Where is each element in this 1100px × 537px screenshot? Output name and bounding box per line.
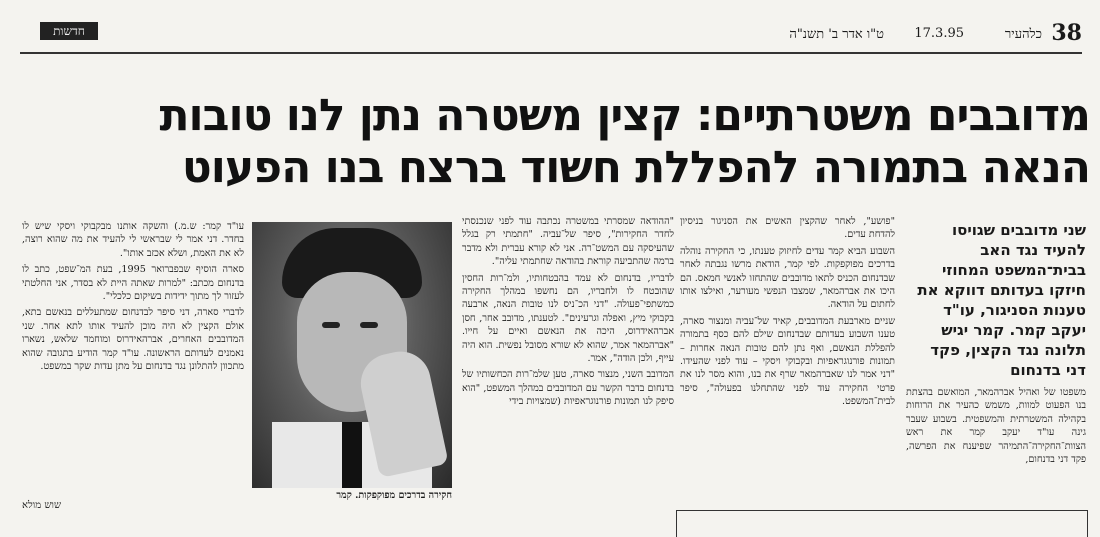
byline: שוש מולא [22,500,62,511]
article-column-2 [680,215,895,520]
headline [150,90,1090,194]
article-column-1 [906,386,1086,516]
photo-tie [342,422,362,488]
portrait-photo [252,222,452,488]
paper-name: כלהעיר [1004,27,1042,42]
photo-eye [360,322,378,328]
article-column-4 [22,220,244,510]
paragraph: "פושע", לאחר שהקצין האשים את הסניגור בניסיון להדחת עדים. [680,216,895,241]
paragraph: השבוע הביא קמר עדים לחיזוק טענתו, כי החקירה נוהלה בדרכים מפוקפקות. לפי קמר, הודאת מרשו נגבתה לאחר שבדנחום הכניס לתאו מדובבים שהתחזו לאנשי חמאס. הם היכו את אברהמאר, שמצבו הנפשי מעורער, ואילצו אותו לחתום על הודאה. [680,245,895,311]
article-column-3 [462,215,674,515]
paragraph: עו"ד קמר: ש.מ.) והשקה אותנו מבקבוקי ויסקי שיש לו בחדר. דני אמר לי שבראשי לי להעיד את מה שהוא רוצה, לא את האמת, ושלא אכזב אותו". [22,221,244,259]
paragraph: "ההודאה שמסרתי במשטרה נכתבה עוד לפני שנכנסתי לחדר החקירות", סיפר של־עביה. "חתמתי רק בגלל שהעיסקה עם המשט־רה. אני לא קורא עברית ולא מדבר ברמה שהתביעה קוראת בהודאה שחתמתי עליה". [462,216,674,268]
subheadline: שני מדובבים שגויסו להעיד נגד האב בבית־המשפט המחוזי חיזקו בעדותם דווקא את טענות הסניגור, עו"ד יעקב קמר. קמר יגיש תלונה נגד הקצין, פקד דני בדנחום [917,221,1086,379]
hebrew-date: ט"ו אדר ב' תשנ"ה [789,27,884,42]
paragraph: לדברי סארה, דני סיפר לבדנחום שמתעללים בנאשם בתא, אולם הקצין לא היה מוכן להעיד אותו לתא אחר. שני המדובבים האחרים, אברהאידרוס ומוחמד שלאש, נשארו נאמנים לעדותם הראשונה. עו"ד קמר הודיע בתגובה שהוא מתכוון להתלונן נגד בדנחום על מתן עדות שקר במשפט. [22,307,244,373]
paragraph: המדובב השני, מנצור סארה, טען שלמ־רות הכחשותיו של בדנחום בדבר הקשר עם המדובבים במהלך המשפט, "הוא סיפק לנו תמונות פורנוגראפיות (שמצויות בידי [462,369,674,408]
paragraph: שניים מארבעת המדובבים, קאיד של־עביה ומנצור סארה, טענו השבוע בעדותם שבדנחום שילם להם כסף בתמורה להפללת הנאשם, ואף נתן להם טובות הנאה אחרות – תמונות פורנוגראפיות ובקבוקי ויסקי – עוד לפני שהעידו. "דני אמר לנו שאברהמאר שרף את בנו, והוא מסר לנו את פרטי החקירה עוד לפני שהתחלנו בפעולה", סיפר לבית־המשפט. [680,315,895,408]
section-label: חדשות [40,22,98,40]
paragraph: משפטו של ואהיל אברהמאר, המואשם בהצתת בנו הפעוט למוות, משמש כהעיר את הרוחות בקהילה המשטרתית והמשפטית. בשבוע שעבר גינה עו"ד יעקב קמר את ראש הצוות־החקירה־התמיהר שפיענח את הפרשה, פקד דני בדנחום, [906,387,1086,466]
headline-line-1: מדובבים משטרתיים: קצין משטרה נתן לנו טובות [159,90,1090,141]
paragraph: סארה הוסיף שבפברואר 1995, בעת המ־שפט, כתב לו בדנחום מכתב: "למרות שאתה היית לא בסדר, אני החלטתי לעזור לך מתוך ידידות בשיקום כלכלי". [22,264,244,303]
photo-caption: חקירה בדרכים מפוקפקות. קמר [336,490,452,501]
headline-line-2: הנאה בתמורה להפללת חשוד ברצח בנו הפעוט [181,142,1090,193]
bottom-box-frame [676,510,1088,537]
issue-date: 17.3.95 [914,26,964,41]
paragraph: לדבריו, בדנחום לא עמד בהבטחותיו, ולמ־רות החסין שהובטח לו ולחבריו, הם נחשפו במהלך החקירה כמשתפי־פעולה. "דני הכ־ניס לנו טובות הנאה, ארבעה בקבוקי מיץ, ואפלה וגרעינים". לטענתו, מדובב אחר, חסן אברהאידרוס, היכה את הנאשם ואיים על חייו. "אברהמאר אמר, שהוא לא שורא מסובל נפשית. הוא היה עייף, ולכן הודה", אמר. [462,272,674,365]
page-number: 38 [1051,20,1082,46]
masthead [20,18,1082,54]
photo-eye [322,322,340,328]
